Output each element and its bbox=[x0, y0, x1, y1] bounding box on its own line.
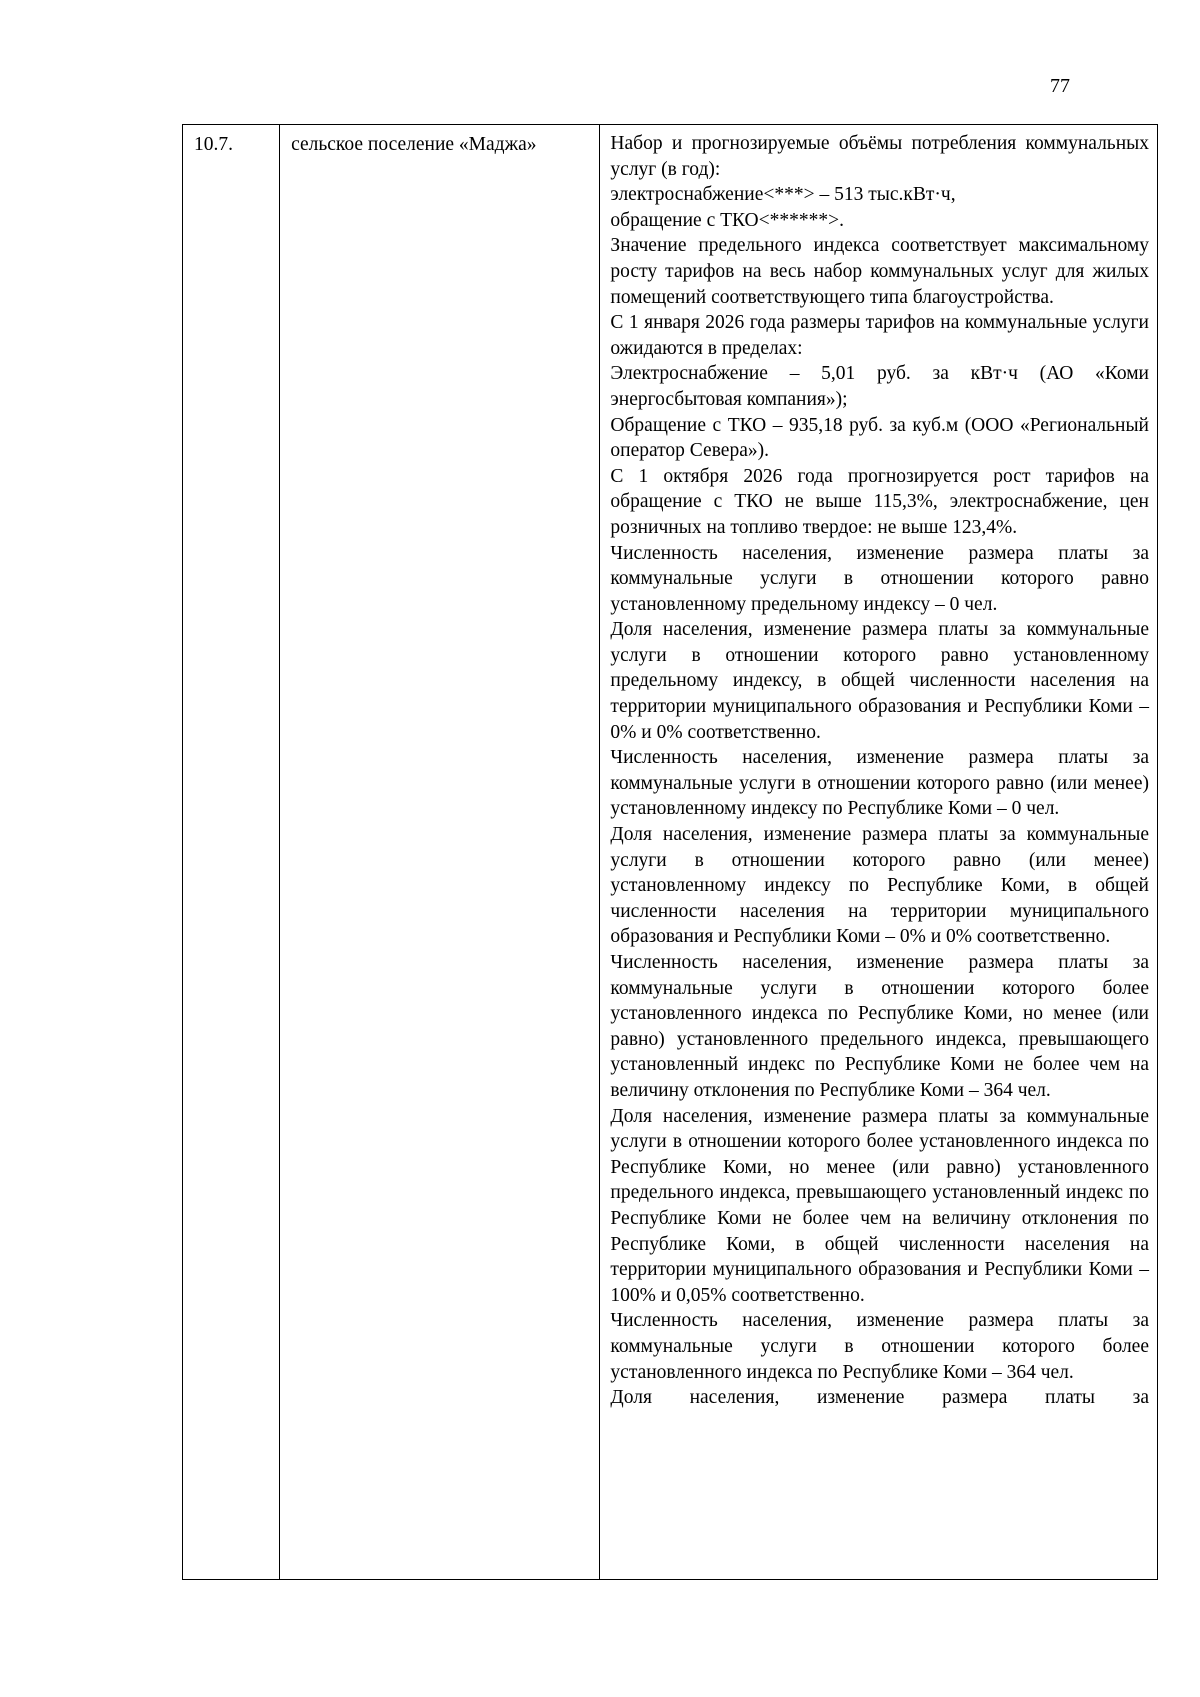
electricity-volume: электроснабжение<***> – 513 тыс.кВт·ч, bbox=[610, 184, 956, 206]
index-statement: Значение предельного индекса соответствует максимальному росту тарифов на весь набор коммунальных услуг для жилых помещений соответствующего типа благоустройства. bbox=[610, 235, 1149, 308]
share-between: Доля населения, изменение размера платы за коммунальные услуги в отношении которого более установленного индекса по Республике Коми, но менее (или равно) установленного предельного индекса, превышающего установленный индекс по Республике Коми не более чем на величину отклонения по Республике Коми, в общей численности населения на территории муниципального образования и Республики Коми – 100% и 0,05% соответственно. bbox=[610, 1105, 1149, 1306]
electricity-tariff: Электроснабжение – 5,01 руб. за кВт·ч (АО «Коми энергосбытовая компания»); bbox=[610, 363, 1149, 410]
tariff-table bbox=[182, 124, 1158, 1580]
share-equal-limit: Доля населения, изменение размера платы за коммунальные услуги в отношении которого равно установленному предельному индексу, в общей численности населения на территории муниципального образования и Республики Коми – 0% и 0% соответственно. bbox=[610, 619, 1149, 743]
municipality-cell bbox=[280, 125, 600, 1580]
population-le-komi: Численность населения, изменение размера платы за коммунальные услуги в отношении которого равно (или менее) установленному индексу по Республике Коми – 0 чел. bbox=[610, 747, 1149, 820]
row-number: 10.7. bbox=[194, 134, 233, 155]
share-gt-komi-start: Доля населения, изменение размера платы за bbox=[610, 1387, 1149, 1409]
services-intro: Набор и прогнозируемые объёмы потребления коммунальных услуг (в год): bbox=[610, 133, 1149, 180]
waste-tariff: Обращение с ТКО – 935,18 руб. за куб.м (ООО «Региональный оператор Севера»). bbox=[610, 414, 1149, 462]
january-tariffs-intro: С 1 января 2026 года размеры тарифов на коммунальные услуги ожидаются в пределах: bbox=[610, 312, 1149, 359]
share-le-komi: Доля населения, изменение размера платы за коммунальные услуги в отношении которого равно (или менее) установленному индексу по Республике Коми, в общей численности населения на территории муниципального образования и Республики Коми – 0% и 0% соответственно. bbox=[610, 824, 1149, 948]
population-equal-limit: Численность населения, изменение размера платы за коммунальные услуги в отношении которого равно установленному предельному индексу – 0 чел. bbox=[610, 542, 1149, 615]
table-row bbox=[183, 125, 1158, 1580]
population-gt-komi: Численность населения, изменение размера платы за коммунальные услуги в отношении которого более установленного индекса по Республике Коми – 364 чел. bbox=[610, 1310, 1149, 1383]
page-number: 77 bbox=[1050, 75, 1070, 97]
population-between: Численность населения, изменение размера платы за коммунальные услуги в отношении которого более установленного индекса по Республике Коми, но менее (или равно) установленного предельного индекса, превышающего установленный индекс по Республике Коми не более чем на величину отклонения по Республике Коми – 364 чел. bbox=[610, 952, 1149, 1101]
municipality-name: сельское поселение «Маджа» bbox=[291, 134, 537, 155]
description-cell bbox=[600, 125, 1158, 1580]
waste-volume: обращение с ТКО<******>. bbox=[610, 209, 844, 231]
row-number-cell bbox=[183, 125, 280, 1580]
october-forecast: С 1 октября 2026 года прогнозируется рост тарифов на обращение с ТКО не выше 115,3%, электроснабжение, цен розничных на топливо твердое: не выше 123,4%. bbox=[610, 465, 1149, 538]
